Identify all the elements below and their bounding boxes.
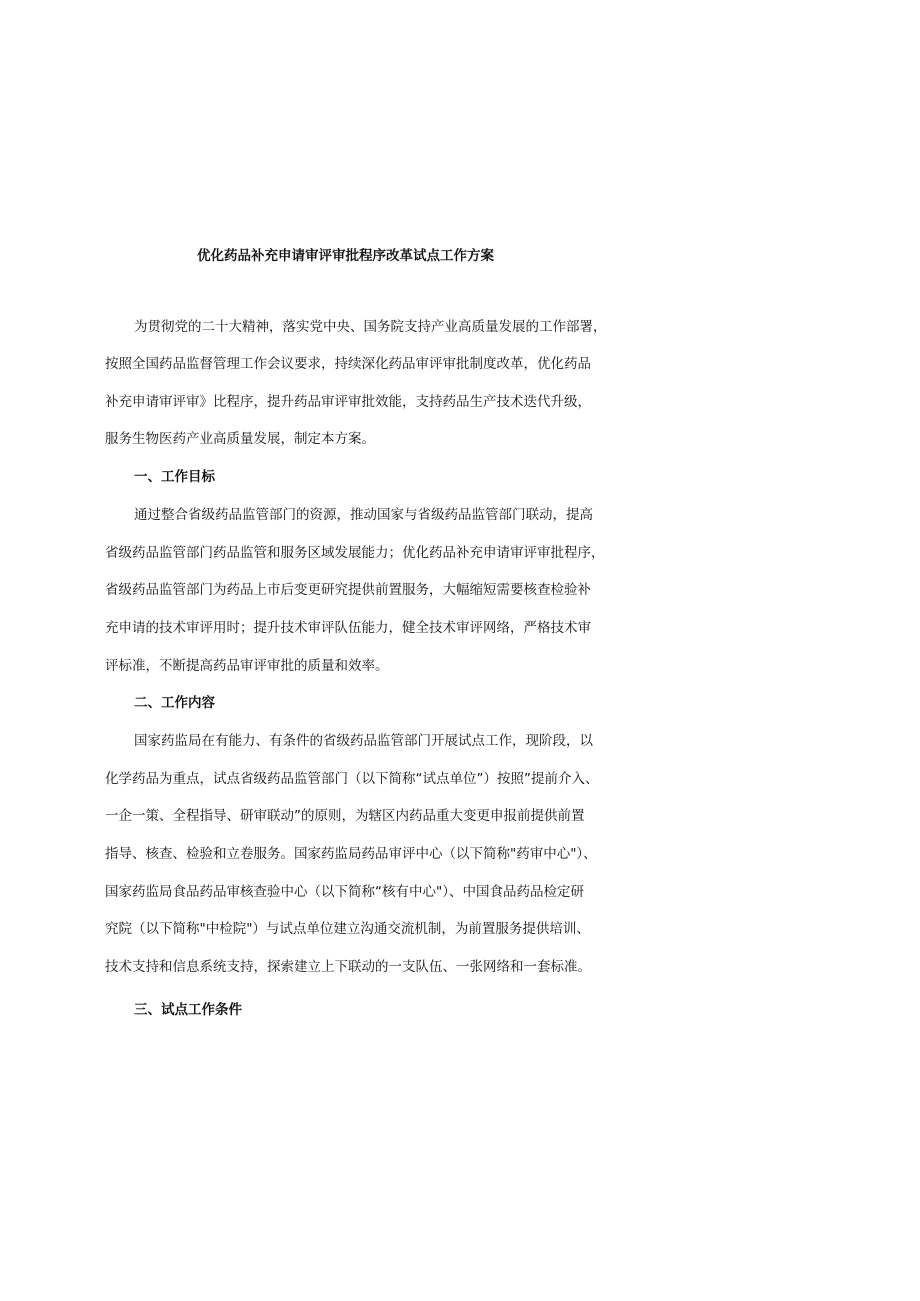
- section2-line-4: 指导、核查、检验和立卷服务。国家药监局药品审评中心（以下简称"药审中心"）、: [105, 846, 597, 862]
- intro-line-2: 按照全国药品监督管理工作会议要求，持续深化药品审评审批制度改革，优化药品: [105, 356, 591, 372]
- section2-line-5: 国家药监局食品药品审核查验中心（以下简称“核有中心"）、中国食品药品检定研: [105, 884, 584, 900]
- section1-line-3: 省级药品监管部门为药品上市后变更研究提供前置服务，大幅缩短需要核查检验补: [105, 582, 591, 598]
- section2-heading: 二、工作内容: [134, 695, 215, 711]
- section1-line-2: 省级药品监管部门药品监管和服务区域发展能力；优化药品补充申请审评审批程序，: [105, 545, 605, 561]
- section2-line-3: 一企一策、全程指导、研审联动”的原则，为辖区内药品重大变更申报前提供前置: [105, 808, 585, 824]
- document-title: 优化药品补充申请审评审批程序改革试点工作方案: [197, 248, 494, 264]
- intro-line-1: 为贯彻党的二十大精神，落实党中央、国务院支持产业高质量发展的工作部署，: [134, 319, 607, 335]
- section2-line-7: 技术支持和信息系统支持，探索建立上下联动的一支队伍、一张网络和一套标准。: [105, 959, 591, 975]
- section1-heading: 一、工作目标: [134, 469, 215, 485]
- section2-line-2: 化学药品为重点，试点省级药品监管部门（以下简称“试点单位”）按照”提前介入、: [105, 771, 599, 787]
- section2-line-6: 究院（以下简称"中检院"）与试点单位建立沟通交流机制，为前置服务提供培训、: [105, 921, 590, 937]
- section1-line-5: 评标准，不断提高药品审评审批的质量和效率。: [105, 658, 389, 674]
- section1-line-1: 通过整合省级药品监管部门的资源，推动国家与省级药品监管部门联动，提高: [134, 507, 593, 523]
- intro-line-3: 补充申请审评审》比程序，提升药品审评审批效能，支持药品生产技术迭代升级，: [105, 394, 591, 410]
- section1-line-4: 充申请的技术审评用时；提升技术审评队伍能力，健全技术审评网络，严格技术审: [105, 620, 591, 636]
- section2-line-1: 国家药监局在有能力、有条件的省级药品监管部门开展试点工作，现阶段，以: [134, 733, 593, 749]
- intro-line-4: 服务生物医药产业高质量发展，制定本方案。: [105, 431, 375, 447]
- section3-heading: 三、试点工作条件: [134, 1002, 242, 1018]
